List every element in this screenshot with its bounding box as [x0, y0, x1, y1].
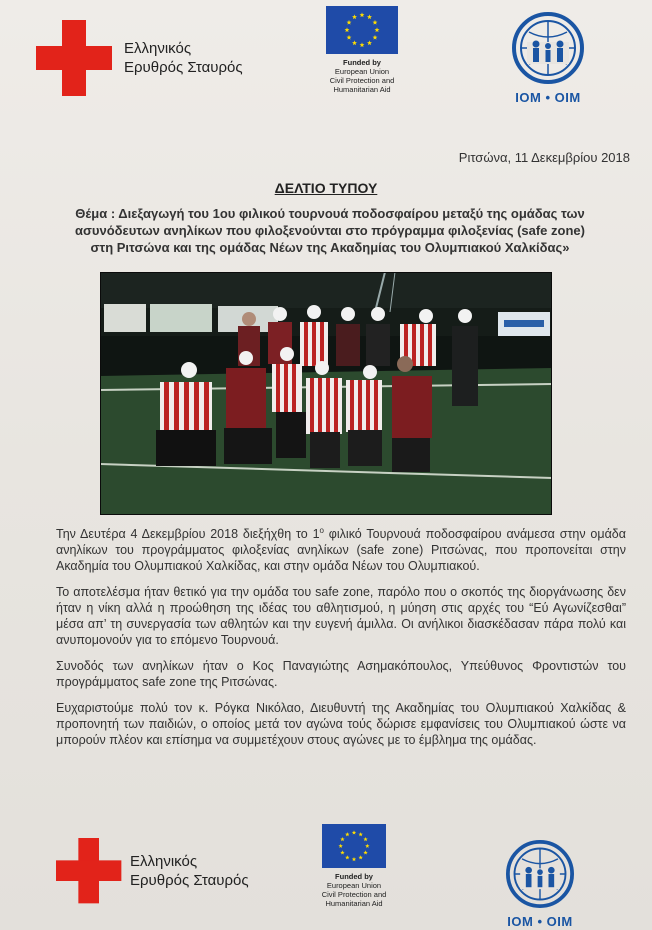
team-photo	[100, 272, 552, 515]
eu-star-icon	[373, 20, 378, 25]
eu-line3: Civil Protection and	[329, 76, 395, 85]
paragraph-4: Ευχαριστούμε πολύ τον κ. Ρόγκα Νικόλαο, Διευθυντή της Ακαδημίας του Ολυμπιακού Χαλκίδας & προπονητή των παιδιών, ο οποίος μετά τον αγώνα τούς δώρισε εμφανίσεις του Ολυμπιακού ώστε να μπορούν πλέον και επίσημα να συμμετέχουν στους αγώνες με το έμβλημα της ομάδας.	[56, 701, 626, 748]
paragraph-3: Συνοδός των ανηλίκων ήταν ο Κος Παναγιώτης Ασημακόπουλος, Υπεύθυνος Φροντιστών του προγράμματος safe zone της Ριτσώνας.	[56, 659, 626, 690]
footer-eu-logo	[294, 824, 414, 908]
eu-star-icon	[352, 40, 357, 45]
eu-star-icon	[338, 844, 342, 848]
footer-eu-line3: Civil Protection and	[321, 890, 387, 899]
eu-star-icon	[360, 42, 365, 47]
p1-text-b: φιλικό Τουρνουά ποδοσφαίρου ανάμεσα στην ομάδα ανηλίκων του προγράμματος φιλοξενίας ανηλίκων (safe zone) Ριτσώνας, που προπονείται στην Ακαδημία του Ολυμπιακού Χαλκίδας, και στην ομάδα Νέων του Ολυμπιακού.	[56, 527, 626, 574]
eu-line4: Humanitarian Aid	[333, 85, 391, 94]
red-cross-line2: Ερυθρός Σταυρός	[124, 59, 243, 76]
footer-red-cross-line2: Ερυθρός Σταυρός	[130, 872, 249, 889]
eu-star-icon	[367, 14, 372, 19]
eu-star-icon	[363, 837, 367, 841]
eu-star-icon	[347, 35, 352, 40]
iom-globe-icon	[503, 12, 593, 84]
iom-label: IOM • OIM	[515, 90, 581, 105]
eu-star-icon	[360, 12, 365, 17]
eu-star-icon	[340, 837, 344, 841]
footer-eu-line4: Humanitarian Aid	[325, 899, 383, 908]
red-cross-icon	[36, 20, 112, 96]
red-cross-line1: Ελληνικός	[124, 40, 192, 57]
footer-eu-funding-text	[294, 872, 414, 908]
eu-line2: European Union	[334, 67, 390, 76]
footer-iom-label: IOM • OIM	[507, 914, 573, 929]
eu-funding-text	[302, 58, 422, 94]
eu-star-icon	[365, 844, 369, 848]
iom-logo	[503, 12, 593, 105]
header-logos	[0, 0, 652, 105]
p1-superscript: ο	[319, 526, 324, 535]
eu-star-icon	[373, 35, 378, 40]
eu-star-icon	[352, 830, 356, 834]
eu-star-icon	[375, 27, 380, 32]
footer-eu-funded-by: Funded by	[335, 872, 373, 881]
footer-red-cross-logo	[56, 838, 249, 904]
footer-iom-globe-icon	[496, 840, 584, 908]
eu-star-icon	[345, 832, 349, 836]
eu-star-icon	[352, 14, 357, 19]
paragraph-1	[56, 523, 626, 574]
eu-star-icon	[345, 27, 350, 32]
footer-eu-flag-icon	[322, 824, 386, 868]
footer-red-cross-name	[130, 852, 249, 890]
red-cross-logo	[36, 20, 243, 96]
eu-star-icon	[340, 850, 344, 854]
footer-red-cross-line1: Ελληνικός	[130, 853, 198, 870]
footer-iom-logo	[496, 840, 584, 929]
eu-funded-by: Funded by	[343, 58, 381, 67]
red-cross-name	[124, 39, 243, 77]
footer-red-cross-icon	[56, 838, 113, 895]
p1-text-a: Την Δευτέρα 4 Δεκεμβρίου 2018 διεξήχθη το 1	[56, 527, 320, 542]
eu-flag-icon	[326, 6, 398, 54]
document-title: ΔΕΛΤΙΟ ΤΥΠΟΥ	[274, 180, 378, 196]
eu-star-icon	[358, 832, 362, 836]
eu-star-icon	[352, 857, 356, 861]
eu-star-icon	[367, 40, 372, 45]
paragraph-2: Το αποτελέσμα ήταν θετικό για την ομάδα του safe zone, παρόλο που ο σκοπός της διοργάνωσης δεν ήταν η νίκη αλλά η προώθηση της ιδέας του αθλητισμού, η μύηση στις αρχές του “Εύ Αγωνίζεσθαι” μέσα απ’ τη συνεργασία των αθλητών και την ευγενή άμιλλα. Οι ανήλικοι διασκέδασαν πάρα πολύ και ανυπομονούν για το επόμενο Τουρνουά.	[56, 585, 626, 648]
eu-star-icon	[345, 855, 349, 859]
body-text	[56, 523, 626, 758]
document-subject: Θέμα : Διεξαγωγή του 1ου φιλικού τουρνουά ποδοσφαίρου μεταξύ της ομάδας των ασυνόδευτων ανηλίκων που φιλοξενούνται στο πρόγραμμα φιλοξενίας (safe zone) στη Ριτσώνα και της ομάδας Νέων της Ακαδημίας του Ολυμπιακού Χαλκίδας»	[75, 206, 585, 255]
footer-eu-line2: European Union	[326, 881, 382, 890]
eu-star-icon	[363, 850, 367, 854]
eu-logo	[302, 6, 422, 94]
footer-logos	[0, 820, 652, 929]
eu-star-icon	[347, 20, 352, 25]
eu-star-icon	[358, 855, 362, 859]
document-date: Ριτσώνα, 11 Δεκεμβρίου 2018	[458, 150, 630, 165]
